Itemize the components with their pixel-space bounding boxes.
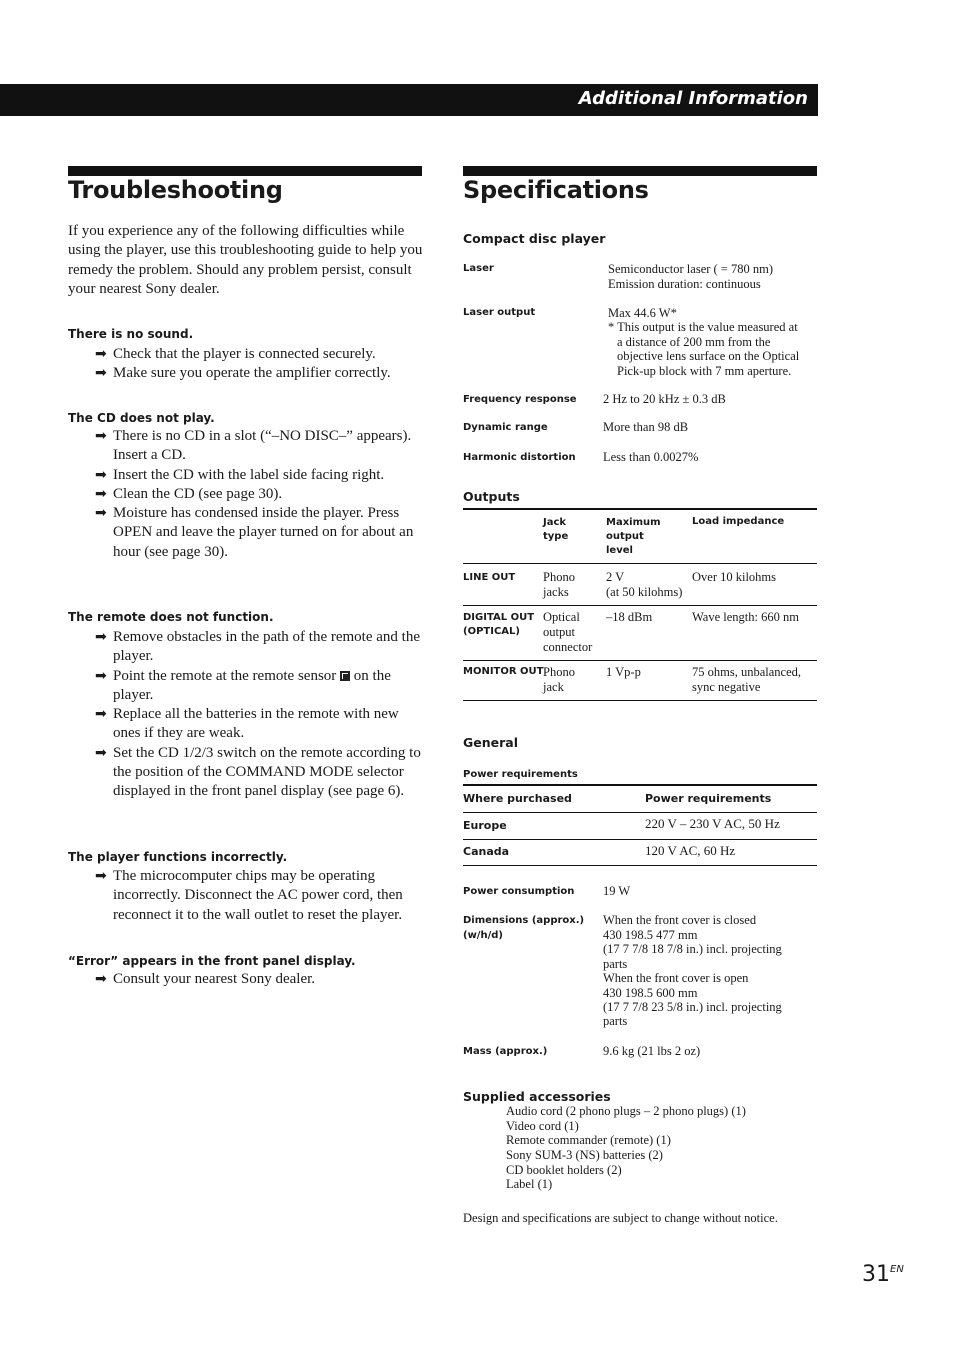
outputs-header-load: Load impedance [692,516,785,527]
outputs-table-bottom-rule [463,700,817,701]
accessory-item: Sony SUM-3 (NS) batteries (2) [506,1148,663,1162]
dimensions-label-1: Dimensions (approx.) [463,915,585,926]
table-row-power: 120 V AC, 60 Hz [645,843,736,858]
table-row-name: (OPTICAL) [463,626,520,637]
list-item [95,466,427,485]
specifications-title: Specifications [463,176,649,204]
arrow-right-icon: ➡ [95,485,107,502]
ts-list-incorrect [95,867,427,925]
outputs-header-jack-1: Jack [543,517,567,528]
laser-value-2: Emission duration: continuous [608,277,761,291]
power-table-bottom-rule [463,865,817,866]
arrow-right-icon: ➡ [95,428,107,444]
table-row-jack: jack [543,680,564,694]
accessory-item: Label (1) [506,1177,553,1191]
accessory-item: Remote commander (remote) (1) [506,1133,671,1147]
section-banner [0,84,818,116]
table-row-name: MONITOR OUT [463,666,544,677]
power-table-row-rule [463,839,817,840]
laser-output-note-1: * This output is the value measured at [608,320,798,334]
list-item [95,867,427,925]
arrow-right-icon: ➡ [95,466,107,483]
dimensions-line: 430 198.5 477 mm [603,928,698,942]
laser-output-label: Laser output [463,307,536,318]
table-row-where: Canada [463,845,510,858]
harmonic-distortion-label: Harmonic distortion [463,452,576,463]
dimensions-line: When the front cover is open [603,971,749,985]
laser-output-note-3: objective lens surface on the Optical [617,349,800,363]
outputs-table-top-rule [463,508,817,510]
frequency-response-label: Frequency response [463,394,577,405]
outputs-row-rule [463,605,817,606]
list-item [95,485,427,504]
item-text: Clean the CD (see page 30). [113,485,283,502]
table-row-where: Europe [463,819,507,832]
dimensions-line: parts [603,1014,628,1028]
table-row-load: 75 ohms, unbalanced, [692,665,802,679]
accessory-item: CD booklet holders (2) [506,1163,622,1177]
arrow-right-icon: ➡ [95,744,107,761]
arrow-right-icon: ➡ [95,868,107,884]
ts-heading-remote: The remote does not function. [68,610,274,624]
table-row-level: 2 V [606,570,625,584]
table-row-load: Wave length: 660 nm [692,610,799,624]
specifications-rule [463,166,817,176]
table-row-jack: Optical [543,610,580,624]
item-text: Point the remote at the remote sensor [113,667,337,684]
table-row-power: 220 V – 230 V AC, 50 Hz [645,816,780,831]
dimensions-line: 430 198.5 600 mm [603,986,698,1000]
outputs-heading: Outputs [463,489,520,504]
item-text: Replace all the batteries in the remote with new ones if they are weak. [113,706,399,742]
ts-heading-cd-not-play: The CD does not play. [68,411,215,425]
table-row-name: LINE OUT [463,572,516,583]
table-row-jack: Phono [543,570,575,584]
table-row-jack: jacks [543,585,569,599]
table-row-jack: Phono [543,665,575,679]
list-item [95,970,427,989]
power-requirements-label: Power requirements [463,769,578,780]
specifications-footnote: Design and specifications are subject to change without notice. [463,1211,778,1225]
frequency-response-value: 2 Hz to 20 kHz ± 0.3 dB [603,392,726,406]
outputs-header-rule [463,563,817,564]
list-item [95,705,427,744]
remote-sensor-icon [340,671,350,681]
cd-player-heading: Compact disc player [463,231,606,246]
accessory-item: Video cord (1) [506,1119,579,1133]
dimensions-line: parts [603,957,628,971]
ts-heading-error: “Error” appears in the front panel display. [68,954,356,968]
accessories-heading: Supplied accessories [463,1089,611,1104]
dimensions-line: (17 7 7/8 18 7/8 in.) incl. projecting [603,942,782,956]
ts-heading-no-sound: There is no sound. [68,327,194,341]
dynamic-range-label: Dynamic range [463,422,548,433]
table-row-level: –18 dBm [606,610,653,624]
power-consumption-value: 19 W [603,884,631,898]
power-table-header-rule [463,812,817,813]
list-item [95,504,427,562]
ts-list-no-sound [95,345,427,384]
mass-label: Mass (approx.) [463,1046,548,1057]
list-item [95,345,427,364]
arrow-right-icon: ➡ [95,629,107,645]
table-row-level: (at 50 kilohms) [606,585,683,599]
list-item [95,364,427,383]
list-item [95,667,427,706]
banner-title: Additional Information [578,88,808,109]
general-heading: General [463,735,518,750]
table-row-level: 1 Vp-p [606,665,641,679]
list-item [95,427,427,446]
item-text: Make sure you operate the amplifier correctly. [113,365,391,382]
arrow-right-icon: ➡ [95,346,107,362]
dynamic-range-value: More than 98 dB [603,420,689,434]
troubleshooting-rule [68,166,422,176]
item-text: Remove obstacles in the path of the remote and the player. [113,629,420,665]
item-text: Check that the player is connected securely. [113,346,376,362]
outputs-header-jack-2: type [543,531,569,542]
outputs-header-max-1: Maximum [606,517,661,528]
laser-label: Laser [463,263,494,274]
dimensions-label-2: (w/h/d) [463,930,503,941]
item-text: There is no CD in a slot (“–NO DISC–” appears). [113,428,412,444]
page-number [862,1262,904,1287]
power-table-header-power: Power requirements [645,792,772,805]
power-table-top-rule [463,784,817,786]
mass-value: 9.6 kg (21 lbs 2 oz) [603,1044,701,1058]
item-subtext: Insert a CD. [113,447,186,464]
laser-output-note-4: Pick-up block with 7 mm aperture. [617,364,792,378]
arrow-right-icon: ➡ [95,971,107,987]
item-text: Insert the CD with the label side facing right. [113,466,385,483]
arrow-right-icon: ➡ [95,505,107,522]
laser-value-1: Semiconductor laser ( = 780 nm) [608,262,773,276]
table-row-jack: connector [543,640,593,654]
troubleshooting-intro: If you experience any of the following difficulties while using the player, use this troubleshooting guide to help you remedy the problem. Should any problem persist, consult your nearest Sony dealer. [68,223,423,297]
arrow-right-icon: ➡ [95,706,107,723]
table-row-name: DIGITAL OUT [463,612,535,623]
accessory-item: Audio cord (2 phono plugs – 2 phono plugs) (1) [506,1104,746,1118]
table-row-load: Over 10 kilohms [692,570,777,584]
dimensions-line: (17 7 7/8 23 5/8 in.) incl. projecting [603,1000,782,1014]
arrow-right-icon: ➡ [95,365,107,382]
outputs-header-max-2: output [606,531,644,542]
table-row-jack: output [543,625,575,639]
page-number-value: 31 [862,1262,890,1287]
dimensions-line: When the front cover is closed [603,913,757,927]
item-text: Moisture has condensed inside the player. Press OPEN and leave the player turned on for about an hour (see page 30). [113,505,414,560]
outputs-header-max-3: level [606,545,633,556]
list-item [95,744,427,802]
power-table-header-where: Where purchased [463,792,572,805]
ts-list-remote [95,628,427,802]
item-text: Set the CD 1/2/3 switch on the remote according to the position of the COMMAND MODE selector displayed in the front panel display (see page 6). [113,744,421,800]
table-row-load: sync negative [692,680,761,694]
laser-output-note-2: a distance of 200 mm from the [617,335,771,349]
ts-heading-incorrect: The player functions incorrectly. [68,850,288,864]
item-text: Consult your nearest Sony dealer. [113,971,316,987]
item-text-tail: on the player. [113,667,391,703]
troubleshooting-title: Troubleshooting [68,176,283,204]
laser-output-value: Max 44.6 W* [608,306,677,320]
power-consumption-label: Power consumption [463,886,575,897]
page-number-suffix: EN [890,1264,904,1275]
item-text: The microcomputer chips may be operating incorrectly. Disconnect the AC power cord, then reconnect it to the wall outlet to reset the player. [113,868,403,923]
arrow-right-icon: ➡ [95,667,107,684]
outputs-row-rule [463,660,817,661]
list-item [95,628,427,667]
harmonic-distortion-value: Less than 0.0027% [603,450,699,464]
ts-list-error [95,970,427,989]
ts-list-cd-not-play [95,427,427,562]
